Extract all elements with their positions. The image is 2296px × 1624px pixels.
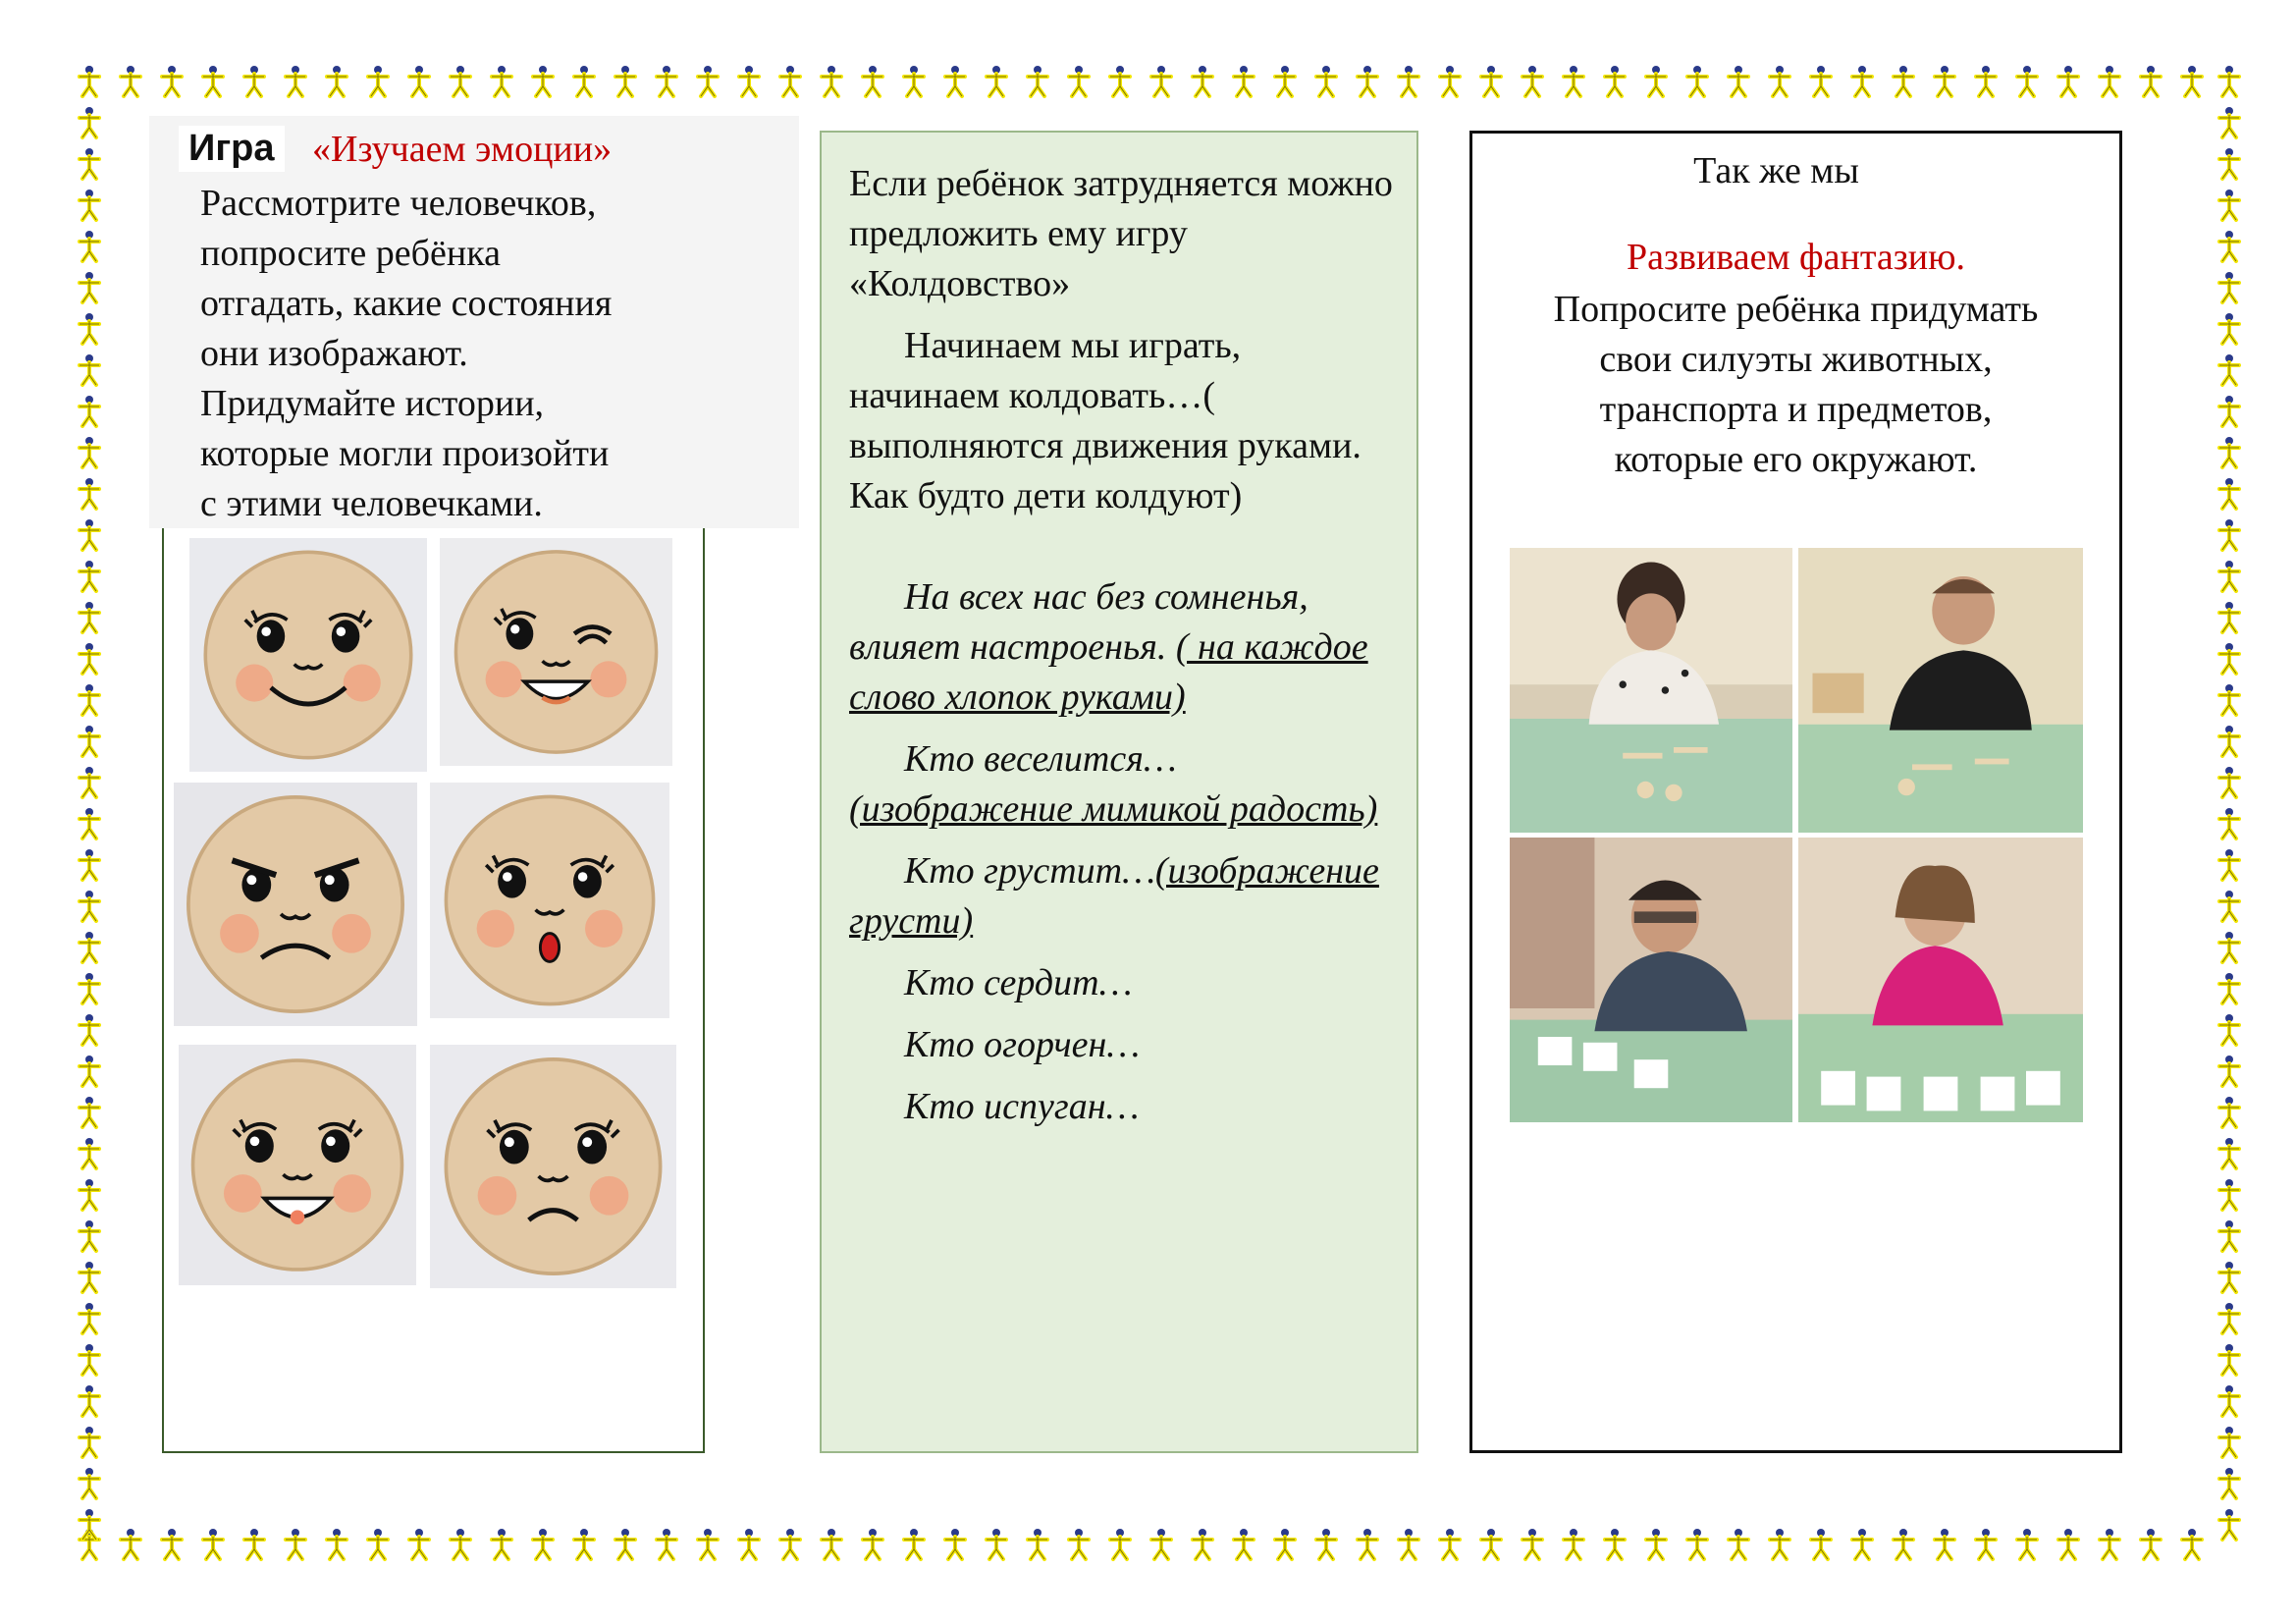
little-man-icon bbox=[2209, 1216, 2248, 1257]
wooden-face-joy-icon bbox=[189, 538, 427, 772]
little-man-icon bbox=[2209, 143, 2248, 185]
poem-note: (изображение мимикой радость) bbox=[849, 788, 1378, 830]
little-man-icon bbox=[1965, 61, 2006, 100]
little-man-icon bbox=[1306, 1524, 1347, 1563]
poem-line: Кто испуган… bbox=[904, 1086, 1140, 1127]
poem-note: (изображение грусти) bbox=[849, 850, 1379, 942]
face-photo-surprise bbox=[430, 783, 669, 1018]
little-man-icon bbox=[69, 1092, 108, 1133]
little-man-icon bbox=[1388, 61, 1429, 100]
little-man-icon bbox=[1965, 1524, 2006, 1563]
poem-text: Кто веселится… bbox=[904, 738, 1177, 780]
little-man-icon bbox=[1264, 1524, 1306, 1563]
little-man-icon bbox=[69, 350, 108, 391]
little-man-icon bbox=[69, 514, 108, 556]
poem-line: Кто огорчен… bbox=[904, 1024, 1141, 1065]
little-man-icon bbox=[69, 308, 108, 350]
little-man-icon bbox=[69, 1009, 108, 1051]
little-man-icon bbox=[1512, 61, 1553, 100]
little-man-icon bbox=[770, 1524, 811, 1563]
little-man-icon bbox=[2089, 61, 2130, 100]
little-man-icon bbox=[1017, 1524, 1058, 1563]
little-man-icon bbox=[2209, 721, 2248, 762]
little-man-icon bbox=[69, 432, 108, 473]
little-man-icon bbox=[69, 844, 108, 886]
little-man-icon bbox=[1718, 1524, 1759, 1563]
face-photo-wink bbox=[440, 538, 672, 766]
poem-text: Кто грустит… bbox=[904, 850, 1155, 892]
little-man-icon bbox=[399, 1524, 440, 1563]
little-man-icon bbox=[2006, 61, 2048, 100]
little-man-icon bbox=[2209, 61, 2248, 102]
decorative-border-top bbox=[69, 61, 2228, 100]
little-man-icon bbox=[399, 61, 440, 100]
little-man-icon bbox=[2209, 1298, 2248, 1339]
little-man-icon bbox=[69, 1380, 108, 1422]
little-man-icon bbox=[110, 1524, 151, 1563]
little-man-icon bbox=[357, 1524, 399, 1563]
little-man-icon bbox=[1099, 61, 1141, 100]
little-man-icon bbox=[1800, 61, 1842, 100]
little-man-icon bbox=[893, 1524, 934, 1563]
kid-photo bbox=[1510, 838, 1792, 1122]
little-man-icon bbox=[2006, 1524, 2048, 1563]
little-man-icon bbox=[151, 1524, 192, 1563]
face-photo-anger bbox=[174, 783, 417, 1026]
little-man-icon bbox=[2209, 1009, 2248, 1051]
little-man-icon bbox=[234, 61, 275, 100]
little-man-icon bbox=[1553, 61, 1594, 100]
little-man-icon bbox=[69, 102, 108, 143]
little-man-icon bbox=[69, 267, 108, 308]
little-man-icon bbox=[1141, 61, 1182, 100]
little-man-icon bbox=[69, 968, 108, 1009]
little-man-icon bbox=[646, 61, 687, 100]
face-photo-sad bbox=[430, 1045, 676, 1288]
little-man-icon bbox=[934, 1524, 976, 1563]
poem-note: ( на каждое слово хлопок руками) bbox=[849, 626, 1368, 718]
little-man-icon bbox=[69, 226, 108, 267]
little-man-icon bbox=[69, 721, 108, 762]
face-photo-joy bbox=[189, 538, 427, 772]
little-man-icon bbox=[1759, 61, 1800, 100]
right-line: которые его окружают. bbox=[1614, 439, 1978, 480]
little-man-icon bbox=[1842, 1524, 1883, 1563]
little-man-icon bbox=[2209, 226, 2248, 267]
kid-photo bbox=[1798, 548, 2083, 833]
little-man-icon bbox=[2209, 1504, 2248, 1545]
little-man-icon bbox=[1058, 1524, 1099, 1563]
little-man-icon bbox=[1677, 1524, 1718, 1563]
little-man-icon bbox=[2209, 1092, 2248, 1133]
little-man-icon bbox=[357, 61, 399, 100]
little-man-icon bbox=[522, 1524, 563, 1563]
decorative-border-left bbox=[69, 61, 108, 1563]
kid-photo bbox=[1798, 838, 2083, 1122]
right-title: Развиваем фантазию. bbox=[1626, 237, 1965, 278]
little-man-icon bbox=[2209, 968, 2248, 1009]
little-man-icon bbox=[728, 1524, 770, 1563]
little-man-icon bbox=[2209, 102, 2248, 143]
little-man-icon bbox=[605, 61, 646, 100]
game-title: «Изучаем эмоции» bbox=[312, 129, 613, 170]
little-man-icon bbox=[69, 638, 108, 679]
little-man-icon bbox=[770, 61, 811, 100]
little-man-icon bbox=[69, 762, 108, 803]
little-man-icon bbox=[234, 1524, 275, 1563]
little-man-icon bbox=[316, 1524, 357, 1563]
little-man-icon bbox=[893, 61, 934, 100]
wooden-face-happy-icon bbox=[179, 1045, 416, 1285]
little-man-icon bbox=[852, 61, 893, 100]
little-man-icon bbox=[2209, 391, 2248, 432]
little-man-icon bbox=[69, 1422, 108, 1463]
little-man-icon bbox=[1306, 61, 1347, 100]
little-man-icon bbox=[1635, 1524, 1677, 1563]
spell-paragraph: Начинаем мы играть, начинаем колдовать…( выполняются движения руками. Как будто дети колдуют) bbox=[849, 325, 1362, 516]
little-man-icon bbox=[2171, 1524, 2213, 1563]
little-man-icon bbox=[2209, 1174, 2248, 1216]
little-man-icon bbox=[1594, 1524, 1635, 1563]
little-man-icon bbox=[2209, 679, 2248, 721]
little-man-icon bbox=[687, 61, 728, 100]
little-man-icon bbox=[1924, 1524, 1965, 1563]
child-playing-photo-icon bbox=[1510, 838, 1792, 1122]
middle-text bbox=[849, 159, 1399, 1144]
little-man-icon bbox=[2048, 1524, 2089, 1563]
little-man-icon bbox=[2209, 350, 2248, 391]
little-man-icon bbox=[1718, 61, 1759, 100]
poem-line bbox=[849, 734, 1399, 835]
wooden-face-surprise-icon bbox=[430, 783, 669, 1018]
little-man-icon bbox=[1223, 1524, 1264, 1563]
little-man-icon bbox=[69, 391, 108, 432]
child-playing-photo-icon bbox=[1798, 838, 2083, 1122]
little-man-icon bbox=[192, 1524, 234, 1563]
little-man-icon bbox=[1553, 1524, 1594, 1563]
little-man-icon bbox=[69, 1133, 108, 1174]
right-lead bbox=[1469, 149, 2122, 192]
poem-text: На всех нас без сомненья, влияет настроенья. bbox=[849, 576, 1308, 668]
little-man-icon bbox=[2209, 1339, 2248, 1380]
little-man-icon bbox=[69, 597, 108, 638]
little-man-icon bbox=[1677, 61, 1718, 100]
little-man-icon bbox=[1635, 61, 1677, 100]
little-man-icon bbox=[2209, 267, 2248, 308]
little-man-icon bbox=[2209, 473, 2248, 514]
little-man-icon bbox=[1223, 61, 1264, 100]
child-playing-photo-icon bbox=[1798, 548, 2083, 833]
little-man-icon bbox=[2209, 1257, 2248, 1298]
right-line: свои силуэты животных, bbox=[1599, 339, 1993, 380]
little-man-icon bbox=[1800, 1524, 1842, 1563]
little-man-icon bbox=[1883, 61, 1924, 100]
little-man-icon bbox=[192, 61, 234, 100]
little-man-icon bbox=[2209, 1380, 2248, 1422]
intro-line: которые могли произойти bbox=[200, 433, 610, 474]
little-man-icon bbox=[69, 143, 108, 185]
little-man-icon bbox=[2209, 1422, 2248, 1463]
little-man-icon bbox=[2209, 762, 2248, 803]
little-man-icon bbox=[69, 1504, 108, 1545]
intro-line: Рассмотрите человечков, bbox=[200, 183, 597, 224]
little-man-icon bbox=[2209, 844, 2248, 886]
little-man-icon bbox=[1759, 1524, 1800, 1563]
intro-paragraph: Если ребёнок затрудняется можно предложить ему игру «Колдовство» bbox=[849, 163, 1393, 304]
little-man-icon bbox=[1470, 1524, 1512, 1563]
intro-line: отгадать, какие состояния bbox=[200, 283, 613, 324]
little-man-icon bbox=[2209, 1051, 2248, 1092]
poem-line: Кто сердит… bbox=[904, 962, 1133, 1003]
little-man-icon bbox=[2089, 1524, 2130, 1563]
little-man-icon bbox=[69, 1339, 108, 1380]
little-man-icon bbox=[2209, 514, 2248, 556]
little-man-icon bbox=[69, 1216, 108, 1257]
little-man-icon bbox=[1182, 1524, 1223, 1563]
little-man-icon bbox=[1264, 61, 1306, 100]
little-man-icon bbox=[481, 1524, 522, 1563]
little-man-icon bbox=[563, 1524, 605, 1563]
intro-text bbox=[200, 179, 711, 529]
little-man-icon bbox=[1388, 1524, 1429, 1563]
little-man-icon bbox=[440, 61, 481, 100]
little-man-icon bbox=[1594, 61, 1635, 100]
little-man-icon bbox=[1470, 61, 1512, 100]
little-man-icon bbox=[2130, 1524, 2171, 1563]
little-man-icon bbox=[69, 1298, 108, 1339]
little-man-icon bbox=[69, 1174, 108, 1216]
little-man-icon bbox=[728, 61, 770, 100]
little-man-icon bbox=[852, 1524, 893, 1563]
little-man-icon bbox=[1429, 61, 1470, 100]
right-text bbox=[1469, 285, 2122, 485]
little-man-icon bbox=[2209, 803, 2248, 844]
little-man-icon bbox=[976, 61, 1017, 100]
little-man-icon bbox=[1182, 61, 1223, 100]
little-man-icon bbox=[1058, 61, 1099, 100]
little-man-icon bbox=[69, 679, 108, 721]
little-man-icon bbox=[69, 1257, 108, 1298]
wooden-face-wink-icon bbox=[440, 538, 672, 766]
little-man-icon bbox=[646, 1524, 687, 1563]
little-man-icon bbox=[687, 1524, 728, 1563]
little-man-icon bbox=[1924, 61, 1965, 100]
little-man-icon bbox=[2209, 308, 2248, 350]
little-man-icon bbox=[522, 61, 563, 100]
poem-line bbox=[849, 846, 1399, 947]
little-man-icon bbox=[1141, 1524, 1182, 1563]
little-man-icon bbox=[69, 803, 108, 844]
little-man-icon bbox=[2209, 886, 2248, 927]
little-man-icon bbox=[1347, 1524, 1388, 1563]
face-photo-happy bbox=[179, 1045, 416, 1285]
little-man-icon bbox=[605, 1524, 646, 1563]
little-man-icon bbox=[2171, 61, 2213, 100]
little-man-icon bbox=[2209, 432, 2248, 473]
little-man-icon bbox=[1347, 61, 1388, 100]
intro-line: они изображают. bbox=[200, 333, 468, 374]
poem-line bbox=[849, 572, 1399, 723]
little-man-icon bbox=[2209, 185, 2248, 226]
little-man-icon bbox=[1017, 61, 1058, 100]
little-man-icon bbox=[275, 61, 316, 100]
little-man-icon bbox=[275, 1524, 316, 1563]
little-man-icon bbox=[2209, 556, 2248, 597]
little-man-icon bbox=[2209, 638, 2248, 679]
little-man-icon bbox=[110, 61, 151, 100]
little-man-icon bbox=[2209, 1463, 2248, 1504]
little-man-icon bbox=[2048, 61, 2089, 100]
intro-line: попросите ребёнка bbox=[200, 233, 501, 274]
little-man-icon bbox=[440, 1524, 481, 1563]
little-man-icon bbox=[481, 61, 522, 100]
little-man-icon bbox=[69, 886, 108, 927]
little-man-icon bbox=[69, 1051, 108, 1092]
little-man-icon bbox=[151, 61, 192, 100]
decorative-border-bottom bbox=[69, 1524, 2228, 1563]
little-man-icon bbox=[69, 61, 108, 102]
right-lead-text: Так же мы bbox=[1693, 150, 1859, 191]
little-man-icon bbox=[1842, 61, 1883, 100]
kid-photo bbox=[1510, 548, 1792, 833]
little-man-icon bbox=[1429, 1524, 1470, 1563]
little-man-icon bbox=[69, 473, 108, 514]
little-man-icon bbox=[2209, 927, 2248, 968]
little-man-icon bbox=[69, 556, 108, 597]
wooden-face-anger-icon bbox=[174, 783, 417, 1026]
wooden-face-sad-icon bbox=[430, 1045, 676, 1288]
little-man-icon bbox=[69, 185, 108, 226]
little-man-icon bbox=[976, 1524, 1017, 1563]
little-man-icon bbox=[1883, 1524, 1924, 1563]
right-line: Попросите ребёнка придумать bbox=[1553, 289, 2039, 330]
intro-line: с этими человечками. bbox=[200, 483, 543, 524]
little-man-icon bbox=[1099, 1524, 1141, 1563]
little-man-icon bbox=[69, 1463, 108, 1504]
little-man-icon bbox=[934, 61, 976, 100]
little-man-icon bbox=[69, 927, 108, 968]
little-man-icon bbox=[811, 1524, 852, 1563]
little-man-icon bbox=[2209, 1133, 2248, 1174]
little-man-icon bbox=[316, 61, 357, 100]
little-man-icon bbox=[2130, 61, 2171, 100]
little-man-icon bbox=[811, 61, 852, 100]
intro-line: Придумайте истории, bbox=[200, 383, 545, 424]
game-label: Игра bbox=[179, 126, 285, 172]
right-line: транспорта и предметов, bbox=[1599, 389, 1993, 430]
child-playing-photo-icon bbox=[1510, 548, 1792, 833]
little-man-icon bbox=[563, 61, 605, 100]
little-man-icon bbox=[2209, 597, 2248, 638]
decorative-border-right bbox=[2209, 61, 2248, 1563]
little-man-icon bbox=[1512, 1524, 1553, 1563]
